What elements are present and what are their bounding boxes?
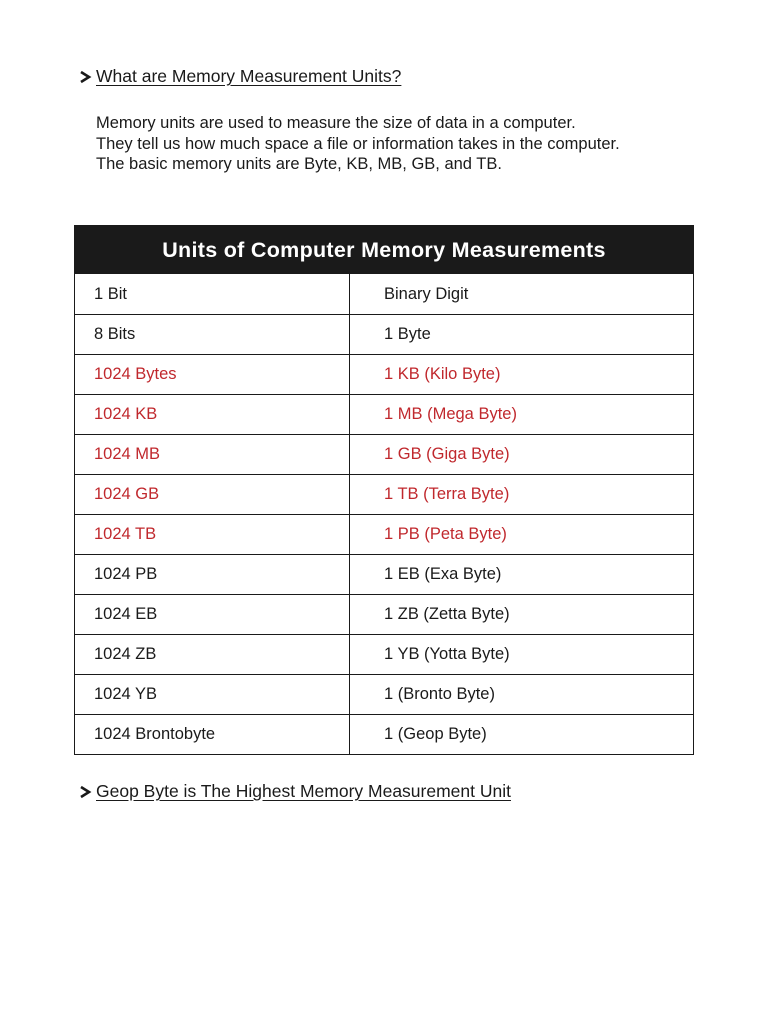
table-row: [75, 474, 693, 514]
table-row: [75, 674, 693, 714]
chevron-right-icon: [78, 70, 92, 84]
table-row: [75, 634, 693, 674]
table-row: [75, 514, 693, 554]
cell-unit: 1 TB (Terra Byte): [384, 485, 510, 503]
chevron-right-icon: [78, 785, 92, 799]
intro-line: They tell us how much space a file or information takes in the computer.: [96, 134, 620, 153]
table-row: [75, 354, 693, 394]
cell-quantity: 1024 MB: [75, 435, 350, 474]
intro-line: Memory units are used to measure the size of data in a computer.: [96, 114, 576, 132]
table-row: [75, 714, 693, 754]
cell-quantity: 1024 YB: [75, 675, 350, 714]
cell-quantity: 1 Bit: [75, 274, 350, 314]
table-row: [75, 274, 693, 314]
cell-unit: 1 EB (Exa Byte): [384, 565, 502, 583]
intro-heading-text: What are Memory Measurement Units?: [96, 66, 402, 86]
table-body: [75, 274, 693, 754]
cell-unit: 1 (Geop Byte): [384, 725, 487, 743]
cell-unit: 1 ZB (Zetta Byte): [384, 605, 510, 623]
cell-quantity: 1024 GB: [75, 475, 350, 514]
cell-unit: Binary Digit: [384, 284, 469, 303]
cell-unit: 1 Byte: [384, 325, 431, 343]
cell-unit: 1 GB (Giga Byte): [384, 445, 510, 463]
table-title: Units of Computer Memory Measurements: [75, 226, 693, 274]
cell-unit: 1 (Bronto Byte): [384, 685, 495, 703]
table-row: [75, 554, 693, 594]
table-row: [75, 314, 693, 354]
cell-quantity: 1024 ZB: [75, 635, 350, 674]
cell-unit: 1 KB (Kilo Byte): [384, 365, 501, 383]
cell-quantity: 8 Bits: [75, 315, 350, 354]
cell-unit: 1 MB (Mega Byte): [384, 405, 517, 423]
cell-quantity: 1024 TB: [75, 515, 350, 554]
footer-heading-text: Geop Byte is The Highest Memory Measurement Unit: [96, 781, 511, 801]
intro-paragraph: [96, 113, 620, 175]
cell-quantity: 1024 Brontobyte: [75, 715, 350, 754]
cell-quantity: 1024 PB: [75, 555, 350, 594]
cell-quantity: 1024 KB: [75, 395, 350, 434]
table-row: [75, 434, 693, 474]
cell-quantity: 1024 Bytes: [75, 355, 350, 394]
intro-line: The basic memory units are Byte, KB, MB, GB, and TB.: [96, 155, 502, 173]
memory-units-table: [74, 225, 694, 755]
footer-heading: [78, 781, 511, 802]
intro-heading: [78, 66, 401, 87]
cell-quantity: 1024 EB: [75, 595, 350, 634]
table-row: [75, 594, 693, 634]
table-row: [75, 394, 693, 434]
cell-unit: 1 YB (Yotta Byte): [384, 645, 510, 663]
cell-unit: 1 PB (Peta Byte): [384, 525, 507, 543]
